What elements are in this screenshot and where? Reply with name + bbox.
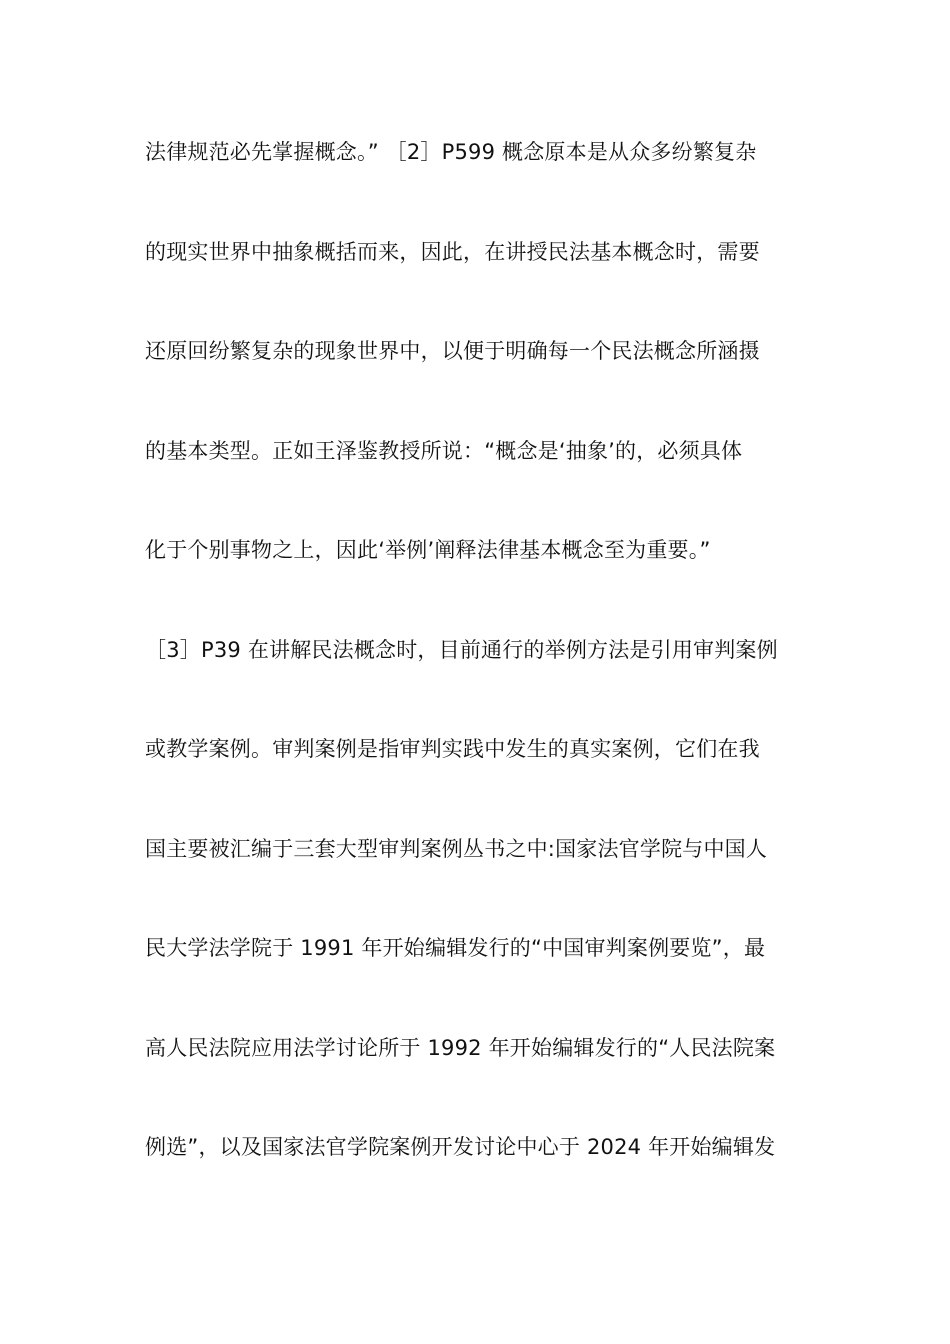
text-line: 化于个别事物之上，因此‘举例’阐释法律基本概念至为重要。”: [145, 538, 711, 562]
text-line: 还原回纷繁复杂的现象世界中，以便于明确每一个民法概念所涵摄: [145, 339, 760, 363]
text-line: 或教学案例。审判案例是指审判实践中发生的真实案例，它们在我: [145, 737, 760, 761]
body-text: [145, 130, 815, 1225]
text-line: 民大学法学院于 1991 年开始编辑发行的“中国审判案例要览”，最: [145, 936, 766, 960]
text-line: 的现实世界中抽象概括而来，因此，在讲授民法基本概念时，需要: [145, 239, 760, 264]
text-line: ［3］P39 在讲解民法概念时，目前通行的举例方法是引用审判案例: [145, 637, 778, 662]
text-line: 例选”，以及国家法官学院案例开发讨论中心于 2024 年开始编辑发: [145, 1135, 776, 1159]
text-line: 法律规范必先掌握概念。” ［2］P599 概念原本是从众多纷繁复杂: [145, 140, 757, 164]
text-line: 高人民法院应用法学讨论所于 1992 年开始编辑发行的“人民法院案: [145, 1035, 776, 1060]
text-line: 的基本类型。正如王泽鉴教授所说：“概念是‘抽象’的，必须具体: [145, 438, 743, 463]
text-line: 国主要被汇编于三套大型审判案例丛书之中:国家法官学院与中国人: [145, 836, 768, 861]
